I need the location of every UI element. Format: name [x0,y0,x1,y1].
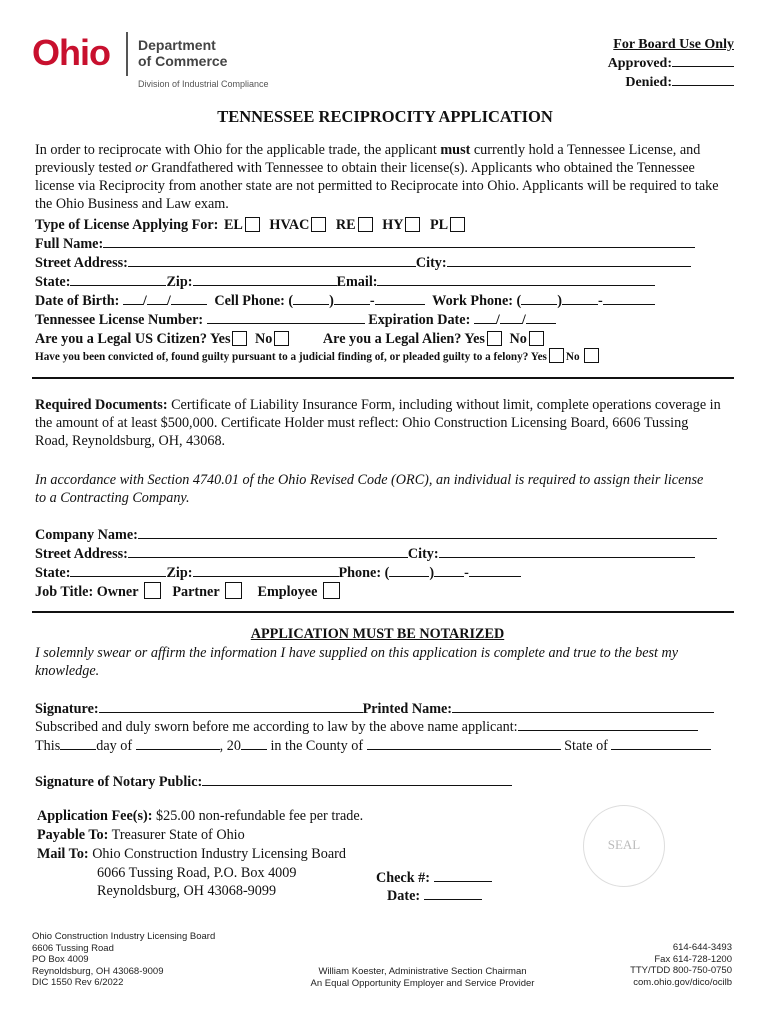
state-of-field[interactable] [611,738,711,750]
checkbox-pl[interactable] [450,217,465,232]
county-field[interactable] [367,738,561,750]
notary-heading: APPLICATION MUST BE NOTARIZED [250,626,505,642]
mail-line: Mail To: Ohio Construction Industry Licensing Board [37,846,346,862]
checkbox-hvac[interactable] [311,217,326,232]
denied-field[interactable] [672,74,734,86]
tn-license-field[interactable] [207,312,365,324]
street-row: Street Address: City: [35,254,691,272]
applicant-name-field[interactable] [518,719,698,731]
company-phone-prefix-field[interactable] [434,565,464,577]
company-street-field[interactable] [128,546,408,558]
board-use-box: For Board Use Only Approved: Denied: [607,37,734,90]
email-field[interactable] [377,274,655,286]
page-title: TENNESSEE RECIPROCITY APPLICATION [217,107,553,126]
state-field[interactable] [70,274,166,286]
logo-text: Ohio [32,32,110,73]
company-state-row: State: Zip: Phone: ( ) - [35,564,521,582]
board-use-title: For Board Use Only [613,37,734,52]
work-line-field[interactable] [603,293,655,305]
check-number-field[interactable] [434,870,492,882]
cell-line-field[interactable] [375,293,425,305]
mail-address-1: 6066 Tussing Road, P.O. Box 4009 [97,865,297,881]
felony-row: Have you been convicted of, found guilty pursuant to a judicial finding of, or pleaded guilty to a felony? Yes No [35,348,601,366]
signature-row: Signature: Printed Name: [35,700,714,718]
job-title-row: Job Title: Owner Partner Employee [35,582,342,601]
alien-yes-checkbox[interactable] [487,331,502,346]
ohio-logo [32,32,110,74]
company-city-field[interactable] [439,546,695,558]
citizenship-row: Are you a Legal US Citizen? Yes No Are you a Legal Alien? Yes No [35,330,546,348]
full-name-row: Full Name: [35,235,695,253]
exp-day-field[interactable] [500,312,522,324]
exp-month-field[interactable] [474,312,496,324]
department-name: Department of Commerce [138,37,228,69]
company-name-field[interactable] [138,527,717,539]
section-divider [32,377,734,379]
city-field[interactable] [447,255,691,267]
state-zip-email-row: State: Zip: Email: [35,273,655,291]
partner-checkbox[interactable] [225,582,242,599]
tn-license-row: Tennessee License Number: Expiration Date: / / [35,311,556,329]
required-docs-paragraph: Required Documents: Certificate of Liability Insurance Form, including without limit, complete operations coverage in the amount of at least $500,000. Certificate Holder must reflect: Ohio Construction Licensing Board, 6606 Tussing Road, Reynoldsburg, OH, 43068. [35,397,721,449]
cell-prefix-field[interactable] [334,293,370,305]
checkbox-el[interactable] [245,217,260,232]
company-street-row: Street Address: City: [35,545,695,563]
dob-month-field[interactable] [123,293,143,305]
citizen-yes-checkbox[interactable] [232,331,247,346]
oath-text: I solemnly swear or affirm the information I have supplied on this application is complete and true to the best my knowledge. [35,645,679,679]
dob-year-field[interactable] [171,293,207,305]
check-date-row: Date: [387,888,482,905]
subscribed-row: Subscribed and duly sworn before me according to law by the above name applicant: [35,718,698,736]
alien-no-checkbox[interactable] [529,331,544,346]
footer-left: Ohio Construction Industry Licensing Board 6606 Tussing Road PO Box 4009 Reynoldsburg, OH 43068-9009 DIC 1550 Rev 6/2022 [32,931,216,989]
mail-address-2: Reynoldsburg, OH 43068-9099 [97,883,277,899]
work-area-field[interactable] [521,293,557,305]
sworn-date-row: This day of , 20 in the County of State of [35,737,711,755]
cell-area-field[interactable] [293,293,329,305]
company-phone-area-field[interactable] [389,565,429,577]
checkbox-re[interactable] [358,217,373,232]
check-number-row: Check #: [376,870,492,887]
checkbox-hy[interactable] [405,217,420,232]
section-divider-2 [32,611,734,613]
street-field[interactable] [128,255,416,267]
approved-field[interactable] [672,55,734,67]
notary-signature-field[interactable] [202,774,512,786]
exp-year-field[interactable] [526,312,556,324]
printed-name-field[interactable] [452,701,714,713]
intro-paragraph: In order to reciprocate with Ohio for the applicable trade, the applicant must currently hold a Tennessee License, and previously tested or Grandfathered with Tennessee to obtain their license(s). Applicants who obtained the Tennessee license via Reciprocity from another state are not permitted to Reciprocate into Ohio. Applicants will be required to take the Ohio Business and Law exam. [35,142,719,212]
payable-line: Payable To: Treasurer State of Ohio [37,827,245,843]
company-phone-line-field[interactable] [469,565,521,577]
license-type-row: Type of License Applying For: EL HVAC RE HY PL [35,216,467,234]
employee-checkbox[interactable] [323,582,340,599]
footer-right: 614-644-3493 Fax 614-728-1200 TTY/TDD 800-750-0750 com.ohio.gov/dico/ocilb [630,942,732,988]
logo-divider [126,32,128,76]
notary-signature-row: Signature of Notary Public: [35,773,512,791]
sworn-year-field[interactable] [241,738,267,750]
fee-line: Application Fee(s): $25.00 non-refundable fee per trade. [37,808,364,824]
check-date-field[interactable] [424,888,482,900]
footer-center: William Koester, Administrative Section Chairman An Equal Opportunity Employer and Service Provider [310,966,535,989]
dob-day-field[interactable] [147,293,167,305]
company-state-field[interactable] [70,565,166,577]
company-name-row: Company Name: [35,526,717,544]
seal-text: SEAL [607,837,641,852]
work-prefix-field[interactable] [562,293,598,305]
zip-field[interactable] [193,274,337,286]
citizen-no-checkbox[interactable] [274,331,289,346]
owner-checkbox[interactable] [144,582,161,599]
division-name: Division of Industrial Compliance [138,79,269,89]
dob-phone-row: Date of Birth: / / Cell Phone: ( ) - Work Phone: ( ) - [35,292,655,310]
signature-field[interactable] [99,701,363,713]
sworn-day-field[interactable] [60,738,96,750]
full-name-field[interactable] [103,236,695,248]
sworn-month-field[interactable] [136,738,220,750]
felony-no-checkbox[interactable] [584,348,599,363]
orc-note: In accordance with Section 4740.01 of the Ohio Revised Code (ORC), an individual is required to assign their license to a Contracting Company. [35,472,704,506]
felony-yes-checkbox[interactable] [549,348,564,363]
company-zip-field[interactable] [193,565,339,577]
